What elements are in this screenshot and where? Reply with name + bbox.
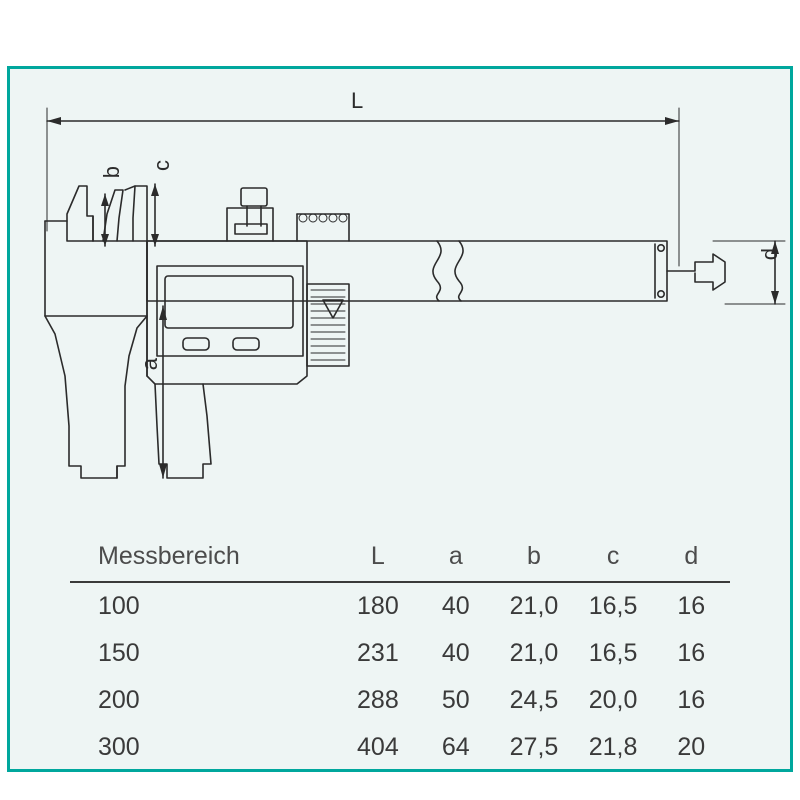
- table-row: [70, 582, 730, 630]
- dimension-line-a: [159, 306, 167, 478]
- cell-a: 64: [441, 733, 470, 761]
- cell-c: 16,5: [588, 592, 638, 620]
- table-row: [70, 677, 730, 724]
- cell-L: 180: [357, 592, 399, 620]
- column-header-b: b: [527, 542, 541, 570]
- column-header-c: c: [606, 542, 620, 570]
- fixed-jaw: [45, 186, 147, 478]
- cell-range: 150: [98, 639, 140, 667]
- label-c: c: [149, 160, 174, 171]
- cell-d: 16: [677, 639, 706, 667]
- dimension-line-L: [47, 108, 679, 266]
- cell-L: 231: [357, 639, 399, 667]
- cell-L: 404: [357, 733, 399, 761]
- column-header-L: L: [370, 542, 385, 570]
- label-a: a: [137, 358, 162, 371]
- cell-c: 20,0: [588, 686, 638, 714]
- column-header-a: a: [448, 542, 463, 570]
- cell-c: 16,5: [588, 639, 638, 667]
- column-header-d: d: [684, 542, 699, 570]
- cell-b: 27,5: [509, 733, 559, 761]
- table-row: [70, 724, 730, 771]
- cell-d: 20: [677, 733, 706, 761]
- table-header-row: [70, 540, 730, 582]
- label-b: b: [99, 166, 124, 179]
- cell-a: 40: [441, 639, 470, 667]
- label-L: L: [351, 88, 364, 113]
- column-header-messbereich: Messbereich: [98, 542, 240, 570]
- cell-d: 16: [677, 592, 706, 620]
- cell-range: 200: [98, 686, 140, 714]
- cell-L: 288: [357, 686, 399, 714]
- cell-d: 16: [677, 686, 706, 714]
- specification-table: [70, 540, 730, 771]
- cell-b: 21,0: [509, 639, 559, 667]
- label-d: d: [757, 248, 782, 261]
- cell-range: 100: [98, 592, 140, 620]
- dimension-line-c: [151, 184, 159, 246]
- cell-range: 300: [98, 733, 140, 761]
- cell-b: 21,0: [509, 592, 559, 620]
- caliper-beam: [147, 241, 725, 301]
- cell-a: 50: [441, 686, 470, 714]
- cell-c: 21,8: [588, 733, 638, 761]
- cell-a: 40: [441, 592, 470, 620]
- dimension-line-b: [101, 194, 109, 246]
- table-row: [70, 630, 730, 677]
- cell-b: 24,5: [509, 686, 559, 714]
- slider-assembly: [125, 186, 349, 478]
